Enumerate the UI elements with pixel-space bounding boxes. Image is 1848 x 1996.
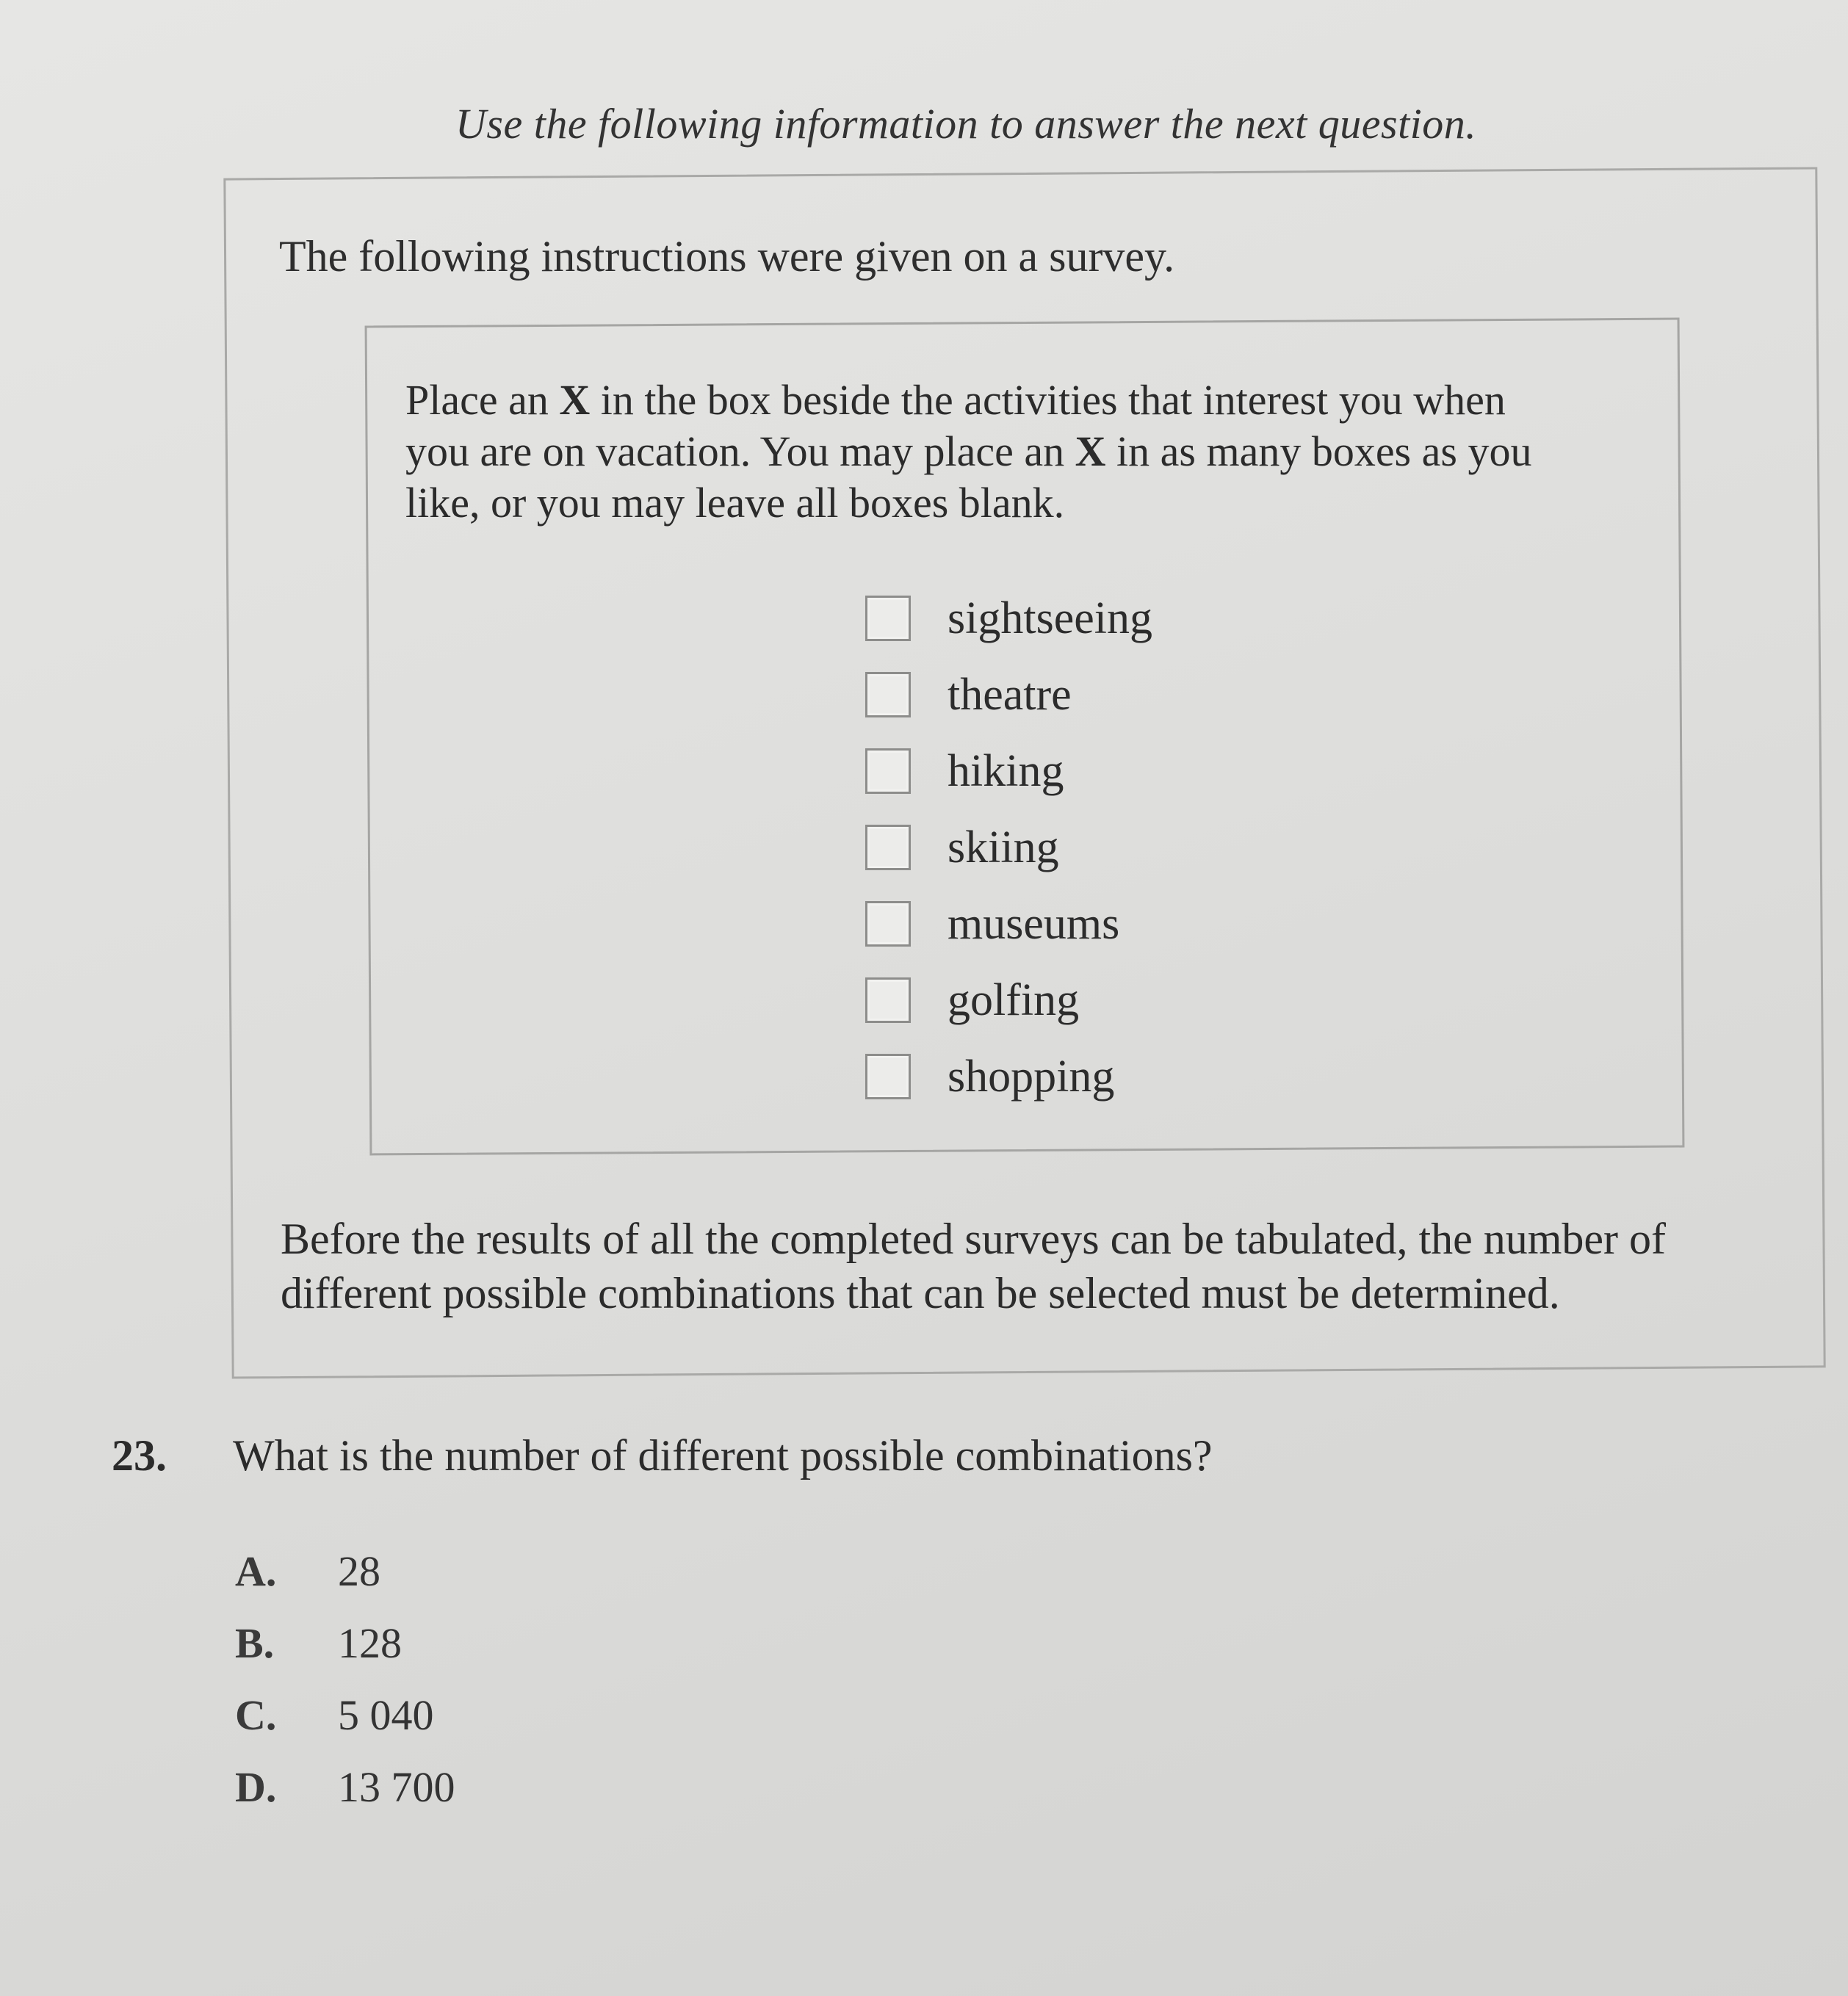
activity-item-hiking [865, 733, 1152, 809]
activity-checkbox[interactable] [865, 901, 911, 947]
activity-checkbox[interactable] [865, 977, 911, 1023]
activity-label: museums [948, 898, 1120, 949]
question-text: What is the number of different possible combinations? [233, 1431, 1213, 1480]
question-number: 23. [112, 1431, 167, 1480]
activity-label: shopping [948, 1051, 1115, 1102]
option-letter: B. [235, 1619, 275, 1667]
activity-item-museums [865, 886, 1152, 962]
activity-checkbox[interactable] [865, 672, 911, 717]
instruction-x-mark: X [1075, 427, 1106, 475]
activity-checkbox[interactable] [865, 1054, 911, 1099]
option-value: 128 [338, 1619, 402, 1667]
activity-item-golfing [865, 962, 1152, 1038]
survey-instructions [405, 375, 1551, 529]
activity-item-shopping [865, 1038, 1152, 1115]
survey-summary-text: Before the results of all the completed surveys can be tabulated, the number of different possible combinations that can be selected must be determined. [281, 1215, 1667, 1317]
instruction-text: Place an [405, 376, 560, 424]
activity-item-sightseeing [865, 580, 1152, 657]
activity-label: golfing [948, 975, 1080, 1025]
option-letter: A. [235, 1547, 277, 1595]
instruction-text: in as many boxes as you like, or you may leave all boxes blank. [405, 427, 1532, 527]
option-value: 5 040 [338, 1691, 434, 1739]
activity-checkbox[interactable] [865, 825, 911, 870]
option-d[interactable] [235, 1751, 455, 1823]
info-intro-line: Use the following information to answer the next question. [455, 100, 1477, 148]
activity-checkbox[interactable] [865, 596, 911, 641]
instruction-x-mark: X [559, 376, 591, 424]
option-a[interactable] [235, 1535, 455, 1607]
option-letter: D. [235, 1762, 277, 1811]
option-c[interactable] [235, 1679, 455, 1751]
option-b[interactable] [235, 1607, 455, 1679]
activity-label: hiking [948, 745, 1064, 796]
answer-options [235, 1535, 455, 1823]
option-value: 13 700 [338, 1762, 455, 1811]
activity-item-skiing [865, 809, 1152, 886]
question-23 [112, 1431, 1728, 1481]
activity-label: theatre [948, 669, 1072, 720]
activity-label: sightseeing [948, 593, 1152, 643]
option-letter: C. [235, 1691, 277, 1739]
activity-item-theatre [865, 657, 1152, 733]
activity-label: skiing [948, 822, 1059, 872]
survey-intro-text: The following instructions were given on a survey. [279, 232, 1175, 281]
activity-checklist [865, 580, 1152, 1115]
instruction-text: in the box beside the activities that interest you when you are on vacation. You may place an [405, 376, 1506, 475]
activity-checkbox[interactable] [865, 748, 911, 794]
option-value: 28 [338, 1547, 380, 1595]
